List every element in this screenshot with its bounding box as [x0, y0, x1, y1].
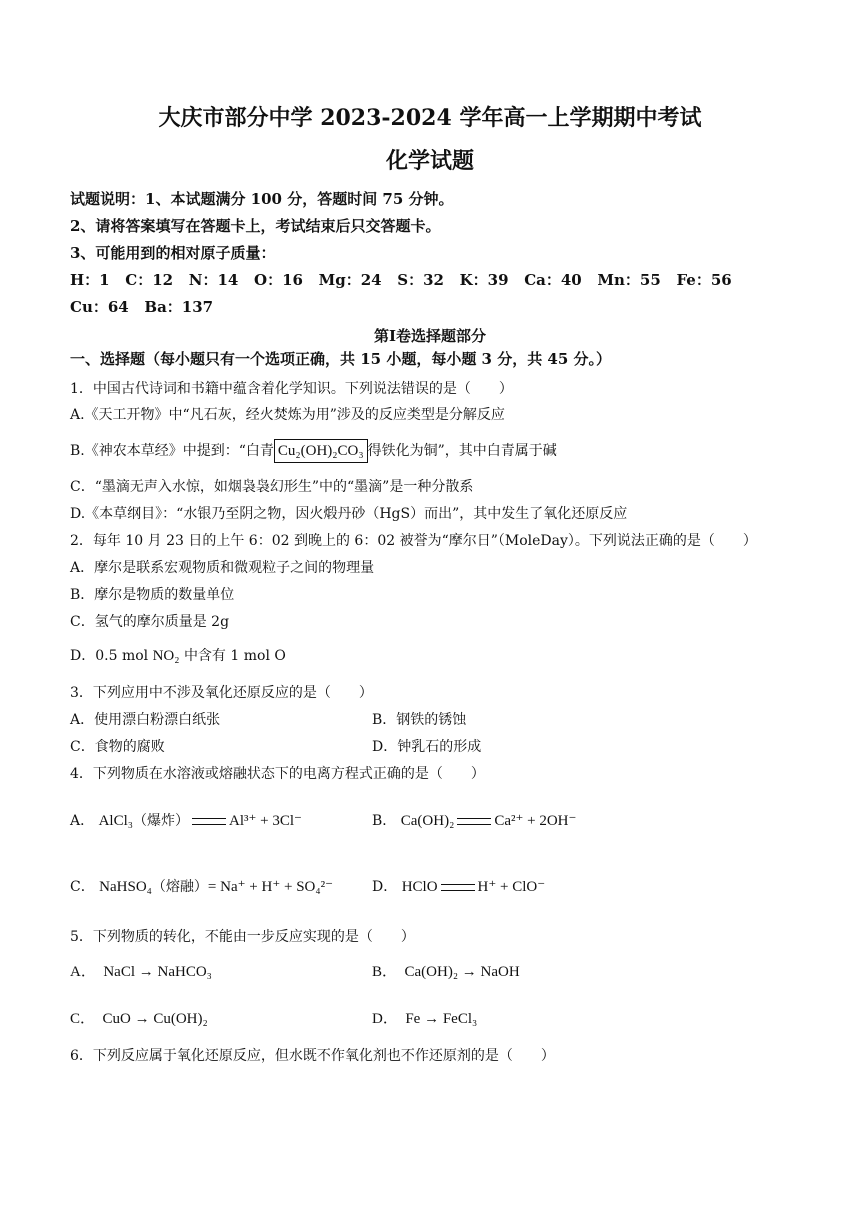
q5-stem: 5．下列物质的转化，不能由一步反应实现的是（ ）: [70, 929, 415, 945]
q3-stem: 3．下列应用中不涉及氧化还原反应的是（ ）: [70, 685, 373, 701]
q4-option-b-lhs: Ca(OH)₂: [400, 813, 455, 829]
part-title: 第Ⅰ卷选择题部分: [373, 327, 487, 345]
q4-option-d-label: D．: [372, 879, 398, 895]
q4-option-c-label: C．: [70, 879, 95, 895]
section-heading: 一、选择题（每小题只有一个选项正确，共 15 小题，每小题 3 分，共 45 分。）: [70, 350, 612, 368]
q2-option-d-text: D．0.5 mol: [70, 648, 149, 664]
q2-stem: 2．每年 10 月 23 日的上午 6：02 到晚上的 6：02 被誉为“摩尔日”（MoleDay）。下列说法正确的是（ ）: [70, 533, 757, 549]
q3-option-d: D．钟乳石的形成: [372, 739, 482, 755]
q2-option-d-formula: NO₂: [152, 648, 180, 664]
atomic-masses-line-1: H：1 C：12 N：14 O：16 Mg：24 S：32 K：39 Ca：40 Mn：55 Fe：56: [70, 271, 732, 289]
q3-option-c: C．食物的腐败: [70, 739, 165, 755]
note-line-2: 2、请将答案填写在答题卡上，考试结束后只交答题卡。: [70, 217, 441, 235]
q2-option-d: [70, 647, 286, 665]
q4-option-a-rhs: Al³⁺ + 3Cl⁻: [228, 813, 302, 829]
q3-option-b: B．钢铁的锈蚀: [372, 712, 467, 728]
q5-option-d: D． Fe → FeCl₃: [372, 1011, 478, 1027]
q4-option-a: [70, 812, 302, 830]
q4-option-b: [372, 812, 576, 830]
q4-option-c: [70, 878, 333, 896]
q1-option-b-tail: 得铁化为铜”，其中白青属于碱: [367, 443, 557, 459]
q1-option-b-text: B.《神农本草经》中提到：“白青: [70, 443, 274, 459]
q2-option-c: C．氢气的摩尔质量是 2g: [70, 614, 230, 630]
q4-option-d: [372, 878, 545, 896]
q1-option-d: D.《本草纲目》：“水银乃至阴之物，因火煅丹砂（HgS）而出”，其中发生了氧化还原反应: [70, 506, 628, 522]
q4-option-a-label: A．: [70, 813, 95, 829]
q4-option-a-condition: （爆炸）: [132, 813, 189, 829]
q6-stem: 6．下列反应属于氧化还原反应，但水既不作氧化剂也不作还原剂的是（ ）: [70, 1048, 555, 1064]
q2-option-a: A．摩尔是联系宏观物质和微观粒子之间的物理量: [70, 560, 375, 576]
note-line-3: 3、可能用到的相对原子质量：: [70, 244, 276, 262]
note-line-1: 试题说明：1、本试题满分 100 分，答题时间 75 分钟。: [70, 190, 454, 208]
atomic-masses-line-2: Cu：64 Ba：137: [70, 298, 214, 316]
q4-option-a-equals: [192, 818, 226, 825]
exam-title: 大庆市部分中学 2023-2024 学年高一上学期期中考试: [158, 105, 702, 131]
q4-option-a-lhs: AlCl₃: [98, 813, 133, 829]
q4-option-c-lhs: NaHSO₄: [99, 879, 152, 895]
q1-option-b-formula: Cu₂(OH)₂CO₃: [274, 439, 368, 463]
q1-option-c: C．“墨滴无声入水惊，如烟袅袅幻形生”中的“墨滴”是一种分散系: [70, 479, 474, 495]
q2-option-b: B．摩尔是物质的数量单位: [70, 587, 235, 603]
q4-option-c-condition: （熔融）: [151, 879, 208, 895]
q4-option-b-equals: [457, 818, 491, 825]
q2-option-d-tail: 中含有 1 mol O: [183, 648, 286, 664]
q1-stem: 1．中国古代诗词和书籍中蕴含着化学知识。下列说法错误的是（ ）: [70, 381, 513, 397]
q5-option-a: A． NaCl → NaHCO₃: [70, 964, 212, 980]
exam-subject: 化学试题: [385, 148, 474, 174]
q4-option-c-rhs: = Na⁺ + H⁺ + SO₄²⁻: [207, 879, 334, 895]
q4-option-d-rhs: H⁺ + ClO⁻: [477, 879, 546, 895]
q5-option-c: C． CuO → Cu(OH)₂: [70, 1011, 208, 1027]
q5-option-b: B． Ca(OH)₂ → NaOH: [372, 964, 520, 980]
q4-stem: 4．下列物质在水溶液或熔融状态下的电离方程式正确的是（ ）: [70, 766, 485, 782]
q1-option-a: A.《天工开物》中“凡石灰，经火焚炼为用”涉及的反应类型是分解反应: [70, 407, 505, 423]
q1-option-b: [70, 439, 557, 463]
q3-option-a: A．使用漂白粉漂白纸张: [70, 712, 221, 728]
q4-option-d-lhs: HClO: [401, 879, 438, 895]
q4-option-d-equals: [441, 884, 475, 891]
q4-option-b-label: B．: [372, 813, 397, 829]
q4-option-b-rhs: Ca²⁺ + 2OH⁻: [494, 813, 577, 829]
